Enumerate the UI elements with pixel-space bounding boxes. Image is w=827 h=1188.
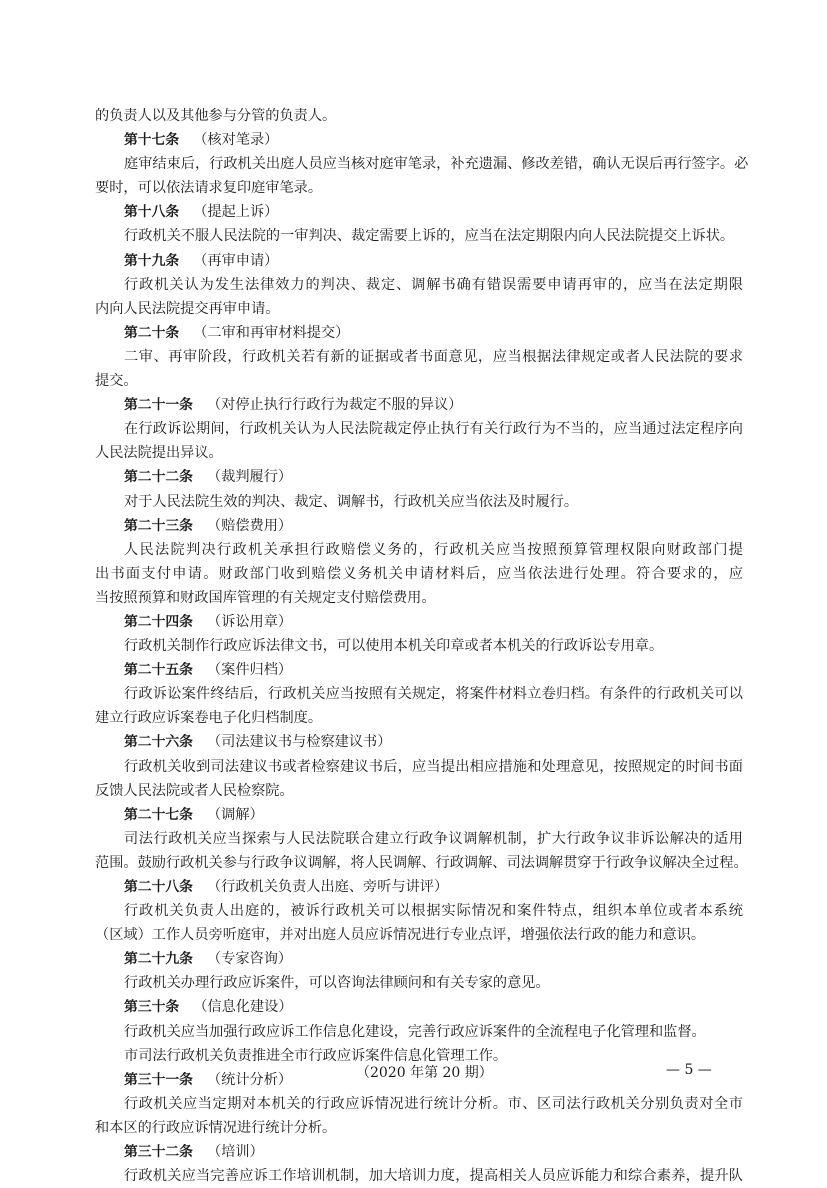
- text-line: 范围。鼓励行政机关参与行政争议调解，将人民调解、行政调解、司法调解贯穿于行政争议解决全过程。: [95, 854, 748, 871]
- article-heading: [95, 658, 743, 682]
- article-number: 第十七条: [124, 132, 180, 149]
- text-line: 二审、再审阶段，行政机关若有新的证据或者书面意见，应当根据法律规定或者人民法院的要求: [124, 348, 743, 365]
- article-number: 第二十条: [124, 324, 180, 341]
- text-line: 提交。: [95, 373, 138, 390]
- article-heading: [95, 1140, 743, 1164]
- text-line: 当按照预算和财政国库管理的有关规定支付赔偿费用。: [95, 589, 436, 606]
- article-heading: [95, 995, 743, 1019]
- article-heading: [95, 249, 743, 273]
- article-number: 第二十五条: [124, 662, 193, 679]
- article-number: 第三十条: [124, 999, 180, 1016]
- article-heading: [95, 610, 743, 634]
- article-heading: [95, 393, 743, 417]
- text-line: 行政机关认为发生法律效力的判决、裁定、调解书确有错误需要申请再审的，应当在法定期限: [124, 276, 743, 293]
- text-line: 要时，可以依法请求复印庭审笔录。: [95, 180, 323, 197]
- text-line: 和本区的行政应诉情况进行统计分析。: [95, 1119, 337, 1136]
- article-number: 第二十六条: [124, 734, 193, 751]
- article-title: （裁判履行）: [206, 469, 293, 486]
- article-heading: [95, 514, 743, 538]
- text-line: 内向人民法院提交再审申请。: [95, 300, 280, 317]
- article-title: （统计分析）: [206, 1071, 293, 1088]
- article-heading: [95, 321, 743, 345]
- article-title: （诉讼用章）: [206, 613, 293, 630]
- article-number: 第十八条: [124, 204, 180, 221]
- article-title: （二审和再审材料提交）: [193, 324, 350, 341]
- article-number: 第二十七条: [124, 806, 193, 823]
- article-title: （再审申请）: [193, 252, 279, 269]
- article-number: 第二十一条: [124, 397, 193, 414]
- article-title: （对停止执行行政行为裁定不服的异议）: [206, 397, 463, 414]
- article-title: （赔偿费用）: [206, 517, 293, 534]
- text-line: 行政诉讼案件终结后，行政机关应当按照有关规定，将案件材料立卷归档。有条件的行政机关可以: [124, 686, 743, 703]
- article-heading: [95, 875, 743, 899]
- text-line: 行政机关不服人民法院的一审判决、裁定需要上诉的，应当在法定期限内向人民法院提交上诉状。: [124, 228, 735, 245]
- article-number: 第三十一条: [124, 1071, 193, 1088]
- text-line: （区域）工作人员旁听庭审，并对出庭人员应诉情况进行专业点评，增强依法行政的能力和意识。: [95, 927, 706, 944]
- text-line: 行政机关应当定期对本机关的行政应诉情况进行统计分析。市、区司法行政机关分别负责对全市: [124, 1095, 743, 1112]
- text-line: 人民法院提出异议。: [95, 445, 223, 462]
- text-line: 行政机关办理行政应诉案件，可以咨询法律顾问和有关专家的意见。: [124, 975, 550, 992]
- article-title: （信息化建设）: [193, 999, 293, 1016]
- document-body: [95, 104, 749, 1188]
- article-title: （调解）: [206, 806, 264, 823]
- article-heading: [95, 128, 743, 152]
- article-title: （案件归档）: [206, 662, 293, 679]
- text-line: 反馈人民法院或者人民检察院。: [95, 782, 294, 799]
- text-line: 的负责人以及其他参与分管的负责人。: [95, 108, 337, 124]
- article-title: （核对笔录）: [193, 132, 279, 149]
- page-footer: [0, 1062, 827, 1082]
- text-line: 对于人民法院生效的判决、裁定、调解书，行政机关应当依法及时履行。: [124, 493, 579, 510]
- article-title: （司法建议书与检察建议书）: [206, 734, 392, 751]
- text-line: 司法行政机关应当探索与人民法院联合建立行政争议调解机制，扩大行政争议非诉讼解决的适用: [124, 830, 743, 847]
- article-heading: [95, 200, 743, 224]
- text-line: 行政机关负责人出庭的，被诉行政机关可以根据实际情况和案件特点，组织本单位或者本系统: [124, 903, 743, 920]
- article-title: （提起上诉）: [193, 204, 279, 221]
- text-line: 人民法院判决行政机关承担行政赔偿义务的，行政机关应当按照预算管理权限向财政部门提: [124, 541, 743, 558]
- text-line: 市司法行政机关负责推进全市行政应诉案件信息化管理工作。: [124, 1047, 508, 1064]
- text-line: 建立行政应诉案卷电子化归档制度。: [95, 710, 323, 727]
- issue-label: （2020 年第 20 期）: [356, 1065, 493, 1081]
- article-title: （专家咨询）: [206, 951, 293, 968]
- article-number: 第二十二条: [124, 469, 193, 486]
- article-title: （培训）: [206, 1144, 264, 1161]
- article-heading: [95, 947, 743, 971]
- text-line: 庭审结束后，行政机关出庭人员应当核对庭审笔录，补充遗漏、修改差错，确认无误后再行签字。必: [124, 156, 749, 173]
- article-heading: [95, 465, 743, 489]
- page-number: — 5 —: [666, 1062, 712, 1078]
- article-number: 第三十二条: [124, 1144, 193, 1161]
- article-number: 第二十四条: [124, 613, 193, 630]
- text-line: 行政机关应当加强行政应诉工作信息化建设，完善行政应诉案件的全流程电子化管理和监督。: [124, 1023, 706, 1040]
- text-line: 行政机关制作行政应诉法律文书，可以使用本机关印章或者本机关的行政诉讼专用章。: [124, 638, 664, 655]
- text-line: 行政机关应当完善应诉工作培训机制，加大培训力度，提高相关人员应诉能力和综合素养，提升队: [124, 1168, 743, 1185]
- article-heading: [95, 730, 743, 754]
- article-number: 第二十八条: [124, 879, 193, 895]
- article-title: （行政机关负责人出庭、旁听与讲评）: [206, 879, 449, 895]
- article-number: 第十九条: [124, 252, 180, 269]
- text-line: 出书面支付申请。财政部门收到赔偿义务机关申请材料后，应当依法进行处理。符合要求的，应: [95, 565, 743, 582]
- article-number: 第二十九条: [124, 951, 193, 968]
- text-line: 在行政诉讼期间，行政机关认为人民法院裁定停止执行有关行政行为不当的，应当通过法定程序向: [124, 421, 743, 438]
- article-number: 第二十三条: [124, 517, 193, 534]
- text-line: 行政机关收到司法建议书或者检察建议书后，应当提出相应措施和处理意见，按照规定的时间书面: [124, 758, 743, 775]
- article-heading: [95, 803, 743, 827]
